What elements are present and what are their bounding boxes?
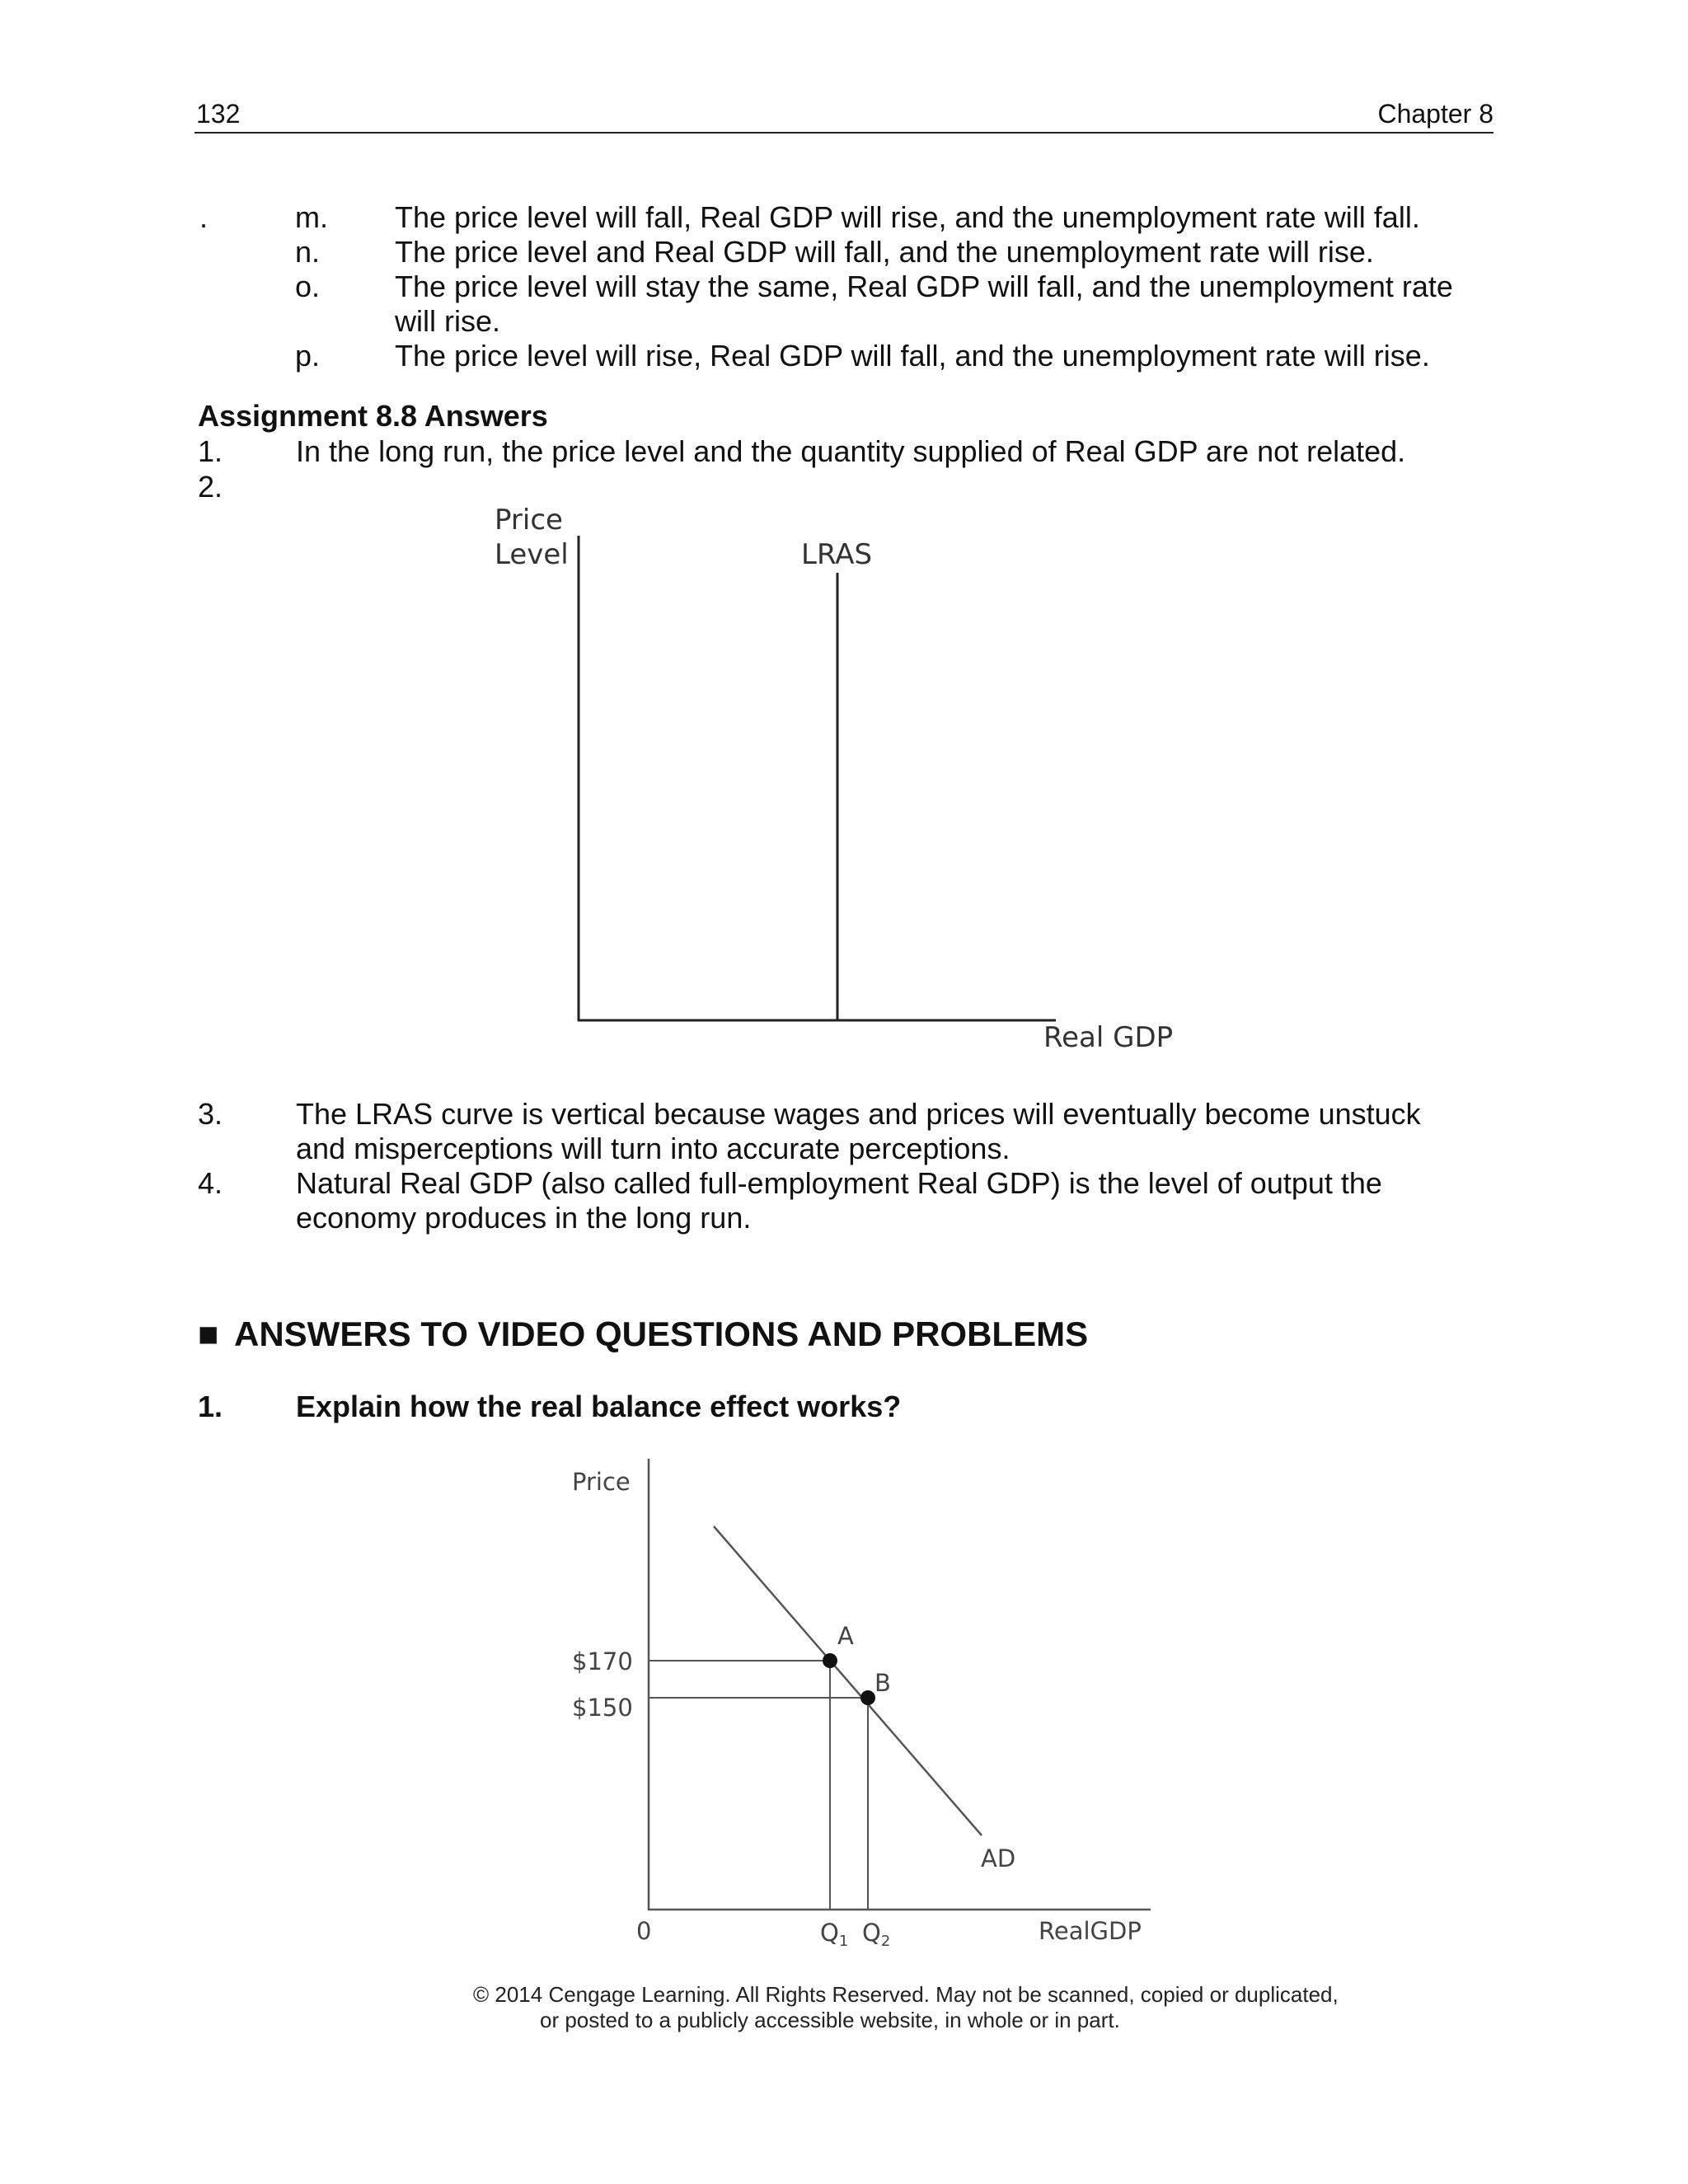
list-item-text: The price level will fall, Real GDP will rise, and the unemployment rate will fall.	[395, 200, 1420, 234]
section-heading: ANSWERS TO VIDEO QUESTIONS AND PROBLEMS	[234, 1315, 1089, 1353]
answer-number: 4.	[198, 1166, 223, 1200]
point-a	[823, 1653, 837, 1668]
lras-label: LRAS	[801, 538, 873, 571]
page-number: 132	[196, 99, 241, 129]
list-item-text: The price level and Real GDP will fall, and the unemployment rate will rise.	[395, 235, 1374, 269]
section-bullet-icon: ■	[198, 1315, 219, 1353]
answer-number: 3.	[198, 1097, 223, 1131]
ad-label: AD	[981, 1844, 1016, 1872]
y-tick-150: $150	[572, 1694, 633, 1722]
list-item-text-cont: will rise.	[395, 304, 501, 338]
answer-text: Natural Real GDP (also called full-employment Real GDP) is the level of output the	[296, 1166, 1382, 1200]
header-rule	[195, 132, 1493, 134]
y-axis-label-line2: Level	[495, 538, 569, 571]
question-number: 1.	[198, 1390, 223, 1423]
point-b-label: B	[874, 1669, 891, 1697]
list-marker-dot: .	[199, 200, 209, 234]
x-axis-label: RealGDP	[1039, 1917, 1142, 1945]
list-item-text: The price level will rise, Real GDP will fall, and the unemployment rate will rise.	[395, 339, 1430, 373]
y-tick-170: $170	[572, 1647, 633, 1675]
x-tick-q1: $Q_1$	[820, 1919, 849, 1950]
assignment-title: Assignment 8.8 Answers	[198, 399, 548, 433]
footer-copyright: © 2014 Cengage Learning. All Rights Reserved. May not be scanned, copied or duplicated,	[473, 1982, 1339, 2007]
ad-curve	[714, 1526, 982, 1835]
answer-text-cont: and misperceptions will turn into accurate perceptions.	[296, 1132, 1010, 1165]
list-item-letter: n.	[295, 235, 321, 269]
chapter-title: Chapter 8	[1377, 99, 1493, 129]
ad-chart	[544, 1442, 1170, 1953]
origin-label: 0	[636, 1917, 652, 1945]
y-axis-label-line1: Price	[495, 504, 563, 537]
point-a-label: A	[837, 1622, 854, 1650]
list-item-letter: o.	[295, 269, 321, 303]
list-item-letter: m.	[295, 200, 328, 234]
x-axis-label: Real GDP	[1043, 1021, 1174, 1054]
y-axis-label: Price	[572, 1468, 631, 1496]
point-b	[860, 1690, 875, 1705]
list-item-letter: p.	[295, 339, 321, 373]
answer-text: In the long run, the price level and the quantity supplied of Real GDP are not related.	[296, 434, 1406, 468]
list-item-text: The price level will stay the same, Real GDP will fall, and the unemployment rate	[395, 269, 1453, 303]
footer-copyright-cont: or posted to a publicly accessible website, in whole or in part.	[540, 2008, 1120, 2032]
lras-chart	[462, 494, 1203, 1071]
answer-text-cont: economy produces in the long run.	[296, 1201, 752, 1235]
question-text: Explain how the real balance effect works?	[296, 1390, 902, 1423]
answer-text: The LRAS curve is vertical because wages and prices will eventually become unstuck	[296, 1097, 1421, 1131]
answer-number: 1.	[198, 434, 223, 468]
x-tick-q2: $Q_2$	[862, 1919, 891, 1950]
answer-number: 2.	[198, 470, 223, 504]
